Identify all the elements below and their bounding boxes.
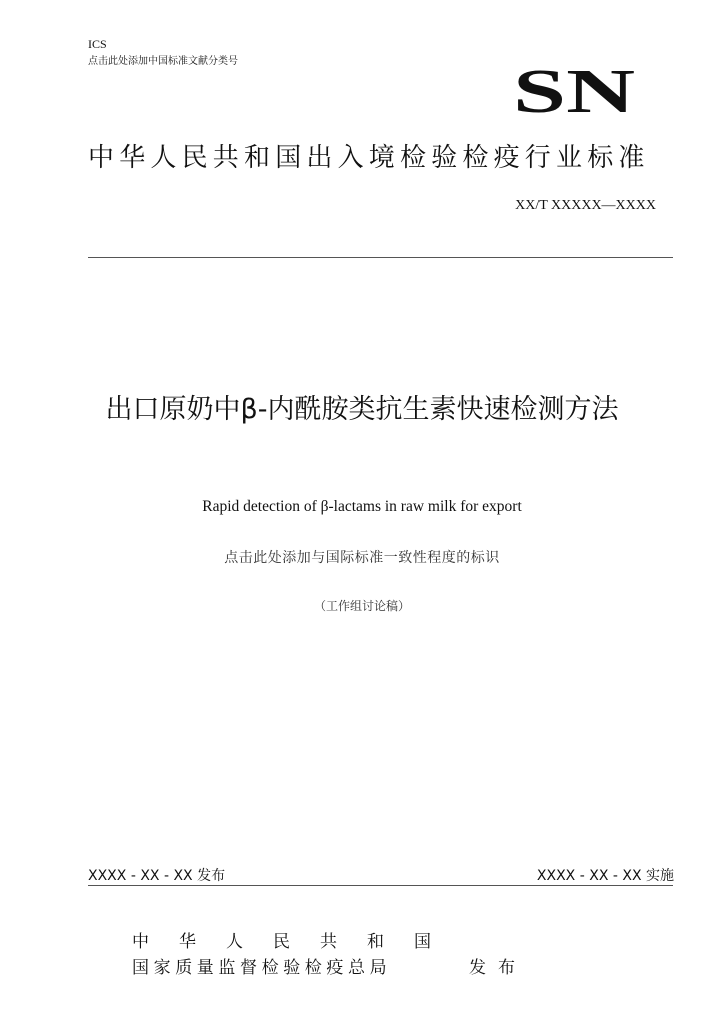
english-title: Rapid detection of β-lactams in raw milk for export xyxy=(202,498,522,515)
footer-divider xyxy=(88,885,673,886)
issuer-line-2: 国家质量监督检验检疫总局 xyxy=(132,958,392,978)
header-divider xyxy=(88,257,673,258)
classification-number-field[interactable]: 点击此处添加中国标准文献分类号 xyxy=(88,56,238,67)
standard-number: XX/T XXXXX—XXXX xyxy=(515,198,656,213)
issue-label: 发布 xyxy=(469,958,527,978)
draft-status: （工作组讨论稿） xyxy=(313,599,410,613)
implement-date: XXXX - XX - XX 实施 xyxy=(536,868,674,884)
ics-label: ICS xyxy=(88,37,107,51)
sn-logo xyxy=(512,62,636,118)
document-title: 出口原奶中β-内酰胺类抗生素快速检测方法 xyxy=(105,394,619,425)
organization-title: 中华人民共和国出入境检验检疫行业标准 xyxy=(88,143,650,173)
publish-date: XXXX - XX - XX 发布 xyxy=(88,868,226,884)
issuer-line-1: 中华人民共和国 xyxy=(132,932,461,952)
consistency-field[interactable]: 点击此处添加与国际标准一致性程度的标识 xyxy=(224,550,500,566)
sn-logo-text: SN xyxy=(513,62,635,118)
